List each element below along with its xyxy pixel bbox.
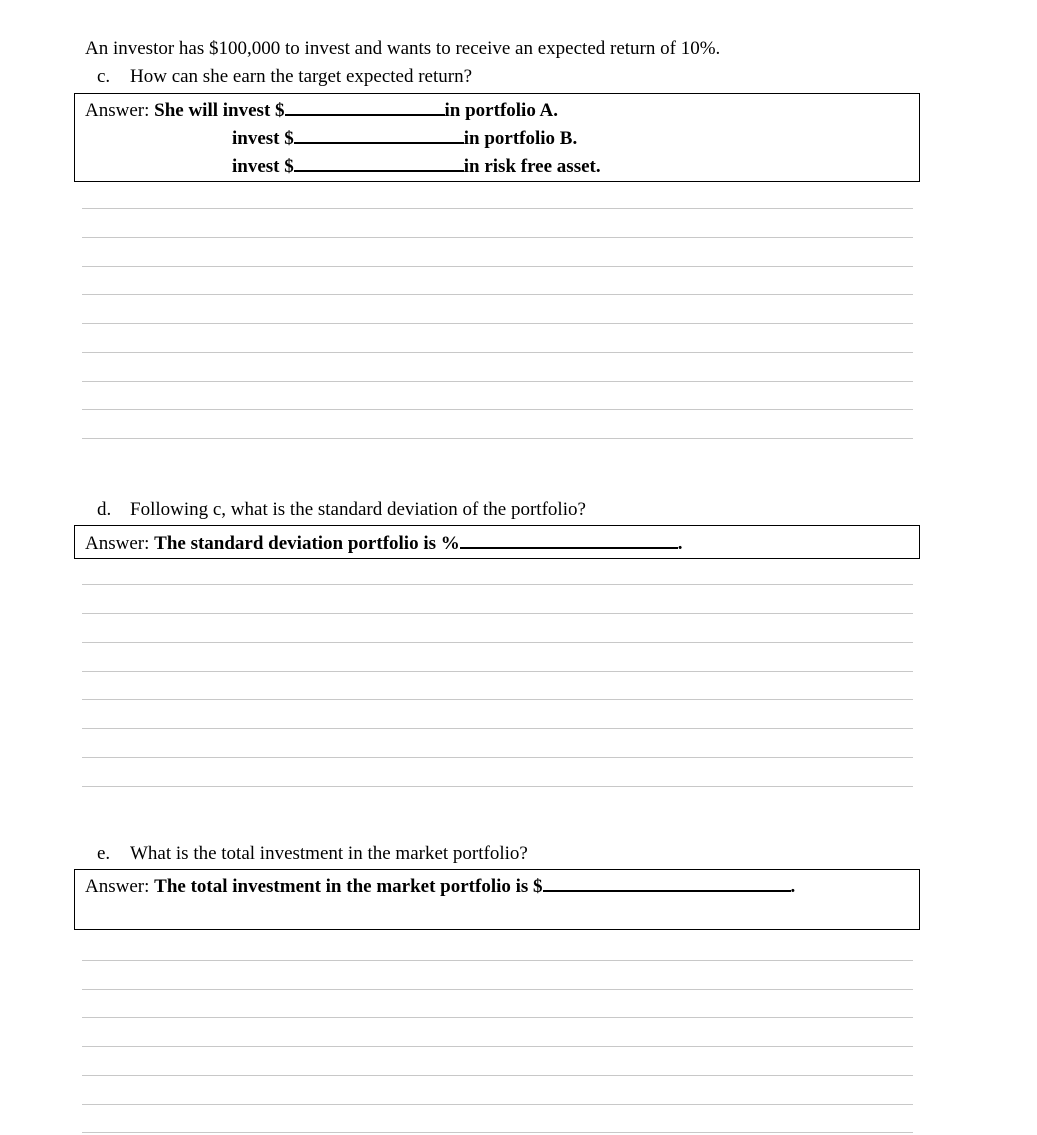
- writing-line: [82, 1132, 913, 1133]
- writing-line: [82, 757, 913, 758]
- writing-line: [82, 584, 913, 585]
- writing-line: [82, 294, 913, 295]
- std-dev-blank[interactable]: [460, 531, 678, 549]
- writing-line: [82, 438, 913, 439]
- writing-line: [82, 237, 913, 238]
- invest-prefix: She will invest $: [154, 100, 285, 121]
- market-investment-prefix: The total investment in the market portfolio is $: [154, 876, 543, 897]
- writing-line: [82, 323, 913, 324]
- risk-free-amount-blank[interactable]: [294, 154, 464, 172]
- writing-line: [82, 1104, 913, 1105]
- answer-box-c: [74, 93, 920, 182]
- question-c-text: How can she earn the target expected return?: [130, 66, 473, 87]
- answer-period: .: [790, 876, 796, 897]
- writing-line: [82, 1075, 913, 1076]
- answer-c-line-3: [232, 154, 601, 178]
- writing-line: [82, 208, 913, 209]
- std-dev-prefix: The standard deviation portfolio is %: [154, 533, 460, 554]
- writing-line: [82, 989, 913, 990]
- answer-c-line-2: [232, 126, 577, 150]
- writing-line: [82, 381, 913, 382]
- problem-intro: An investor has $100,000 to invest and wants to receive an expected return of 10%.: [85, 38, 721, 59]
- invest-prefix: invest $: [232, 156, 294, 177]
- writing-line: [82, 266, 913, 267]
- writing-line: [82, 699, 913, 700]
- answer-c-line-1: [85, 98, 558, 122]
- writing-line: [82, 613, 913, 614]
- question-d-text: Following c, what is the standard deviation of the portfolio?: [130, 499, 586, 520]
- writing-line: [82, 960, 913, 961]
- answer-d-line: [85, 531, 683, 555]
- answer-label: Answer:: [85, 876, 150, 897]
- portfolio-a-amount-blank[interactable]: [285, 98, 445, 116]
- invest-prefix: invest $: [232, 128, 294, 149]
- answer-e-line: [85, 874, 795, 898]
- portfolio-b-amount-blank[interactable]: [294, 126, 464, 144]
- answer-label: Answer:: [85, 533, 150, 554]
- writing-line: [82, 1017, 913, 1018]
- answer-period: .: [677, 533, 683, 554]
- question-e-text: What is the total investment in the market portfolio?: [130, 843, 528, 864]
- market-investment-blank[interactable]: [543, 874, 791, 892]
- writing-line: [82, 352, 913, 353]
- writing-line: [82, 786, 913, 787]
- answer-box-d: [74, 525, 920, 559]
- writing-line: [82, 409, 913, 410]
- writing-line: [82, 1046, 913, 1047]
- invest-suffix: in portfolio A.: [444, 100, 558, 121]
- answer-label: Answer:: [85, 100, 150, 121]
- question-c-letter: c.: [97, 66, 111, 87]
- invest-suffix: in portfolio B.: [463, 128, 578, 149]
- invest-suffix: in risk free asset.: [463, 156, 601, 177]
- writing-line: [82, 728, 913, 729]
- question-d-letter: d.: [97, 499, 112, 520]
- question-e-letter: e.: [97, 843, 111, 864]
- writing-line: [82, 671, 913, 672]
- answer-box-e: [74, 869, 920, 930]
- writing-line: [82, 642, 913, 643]
